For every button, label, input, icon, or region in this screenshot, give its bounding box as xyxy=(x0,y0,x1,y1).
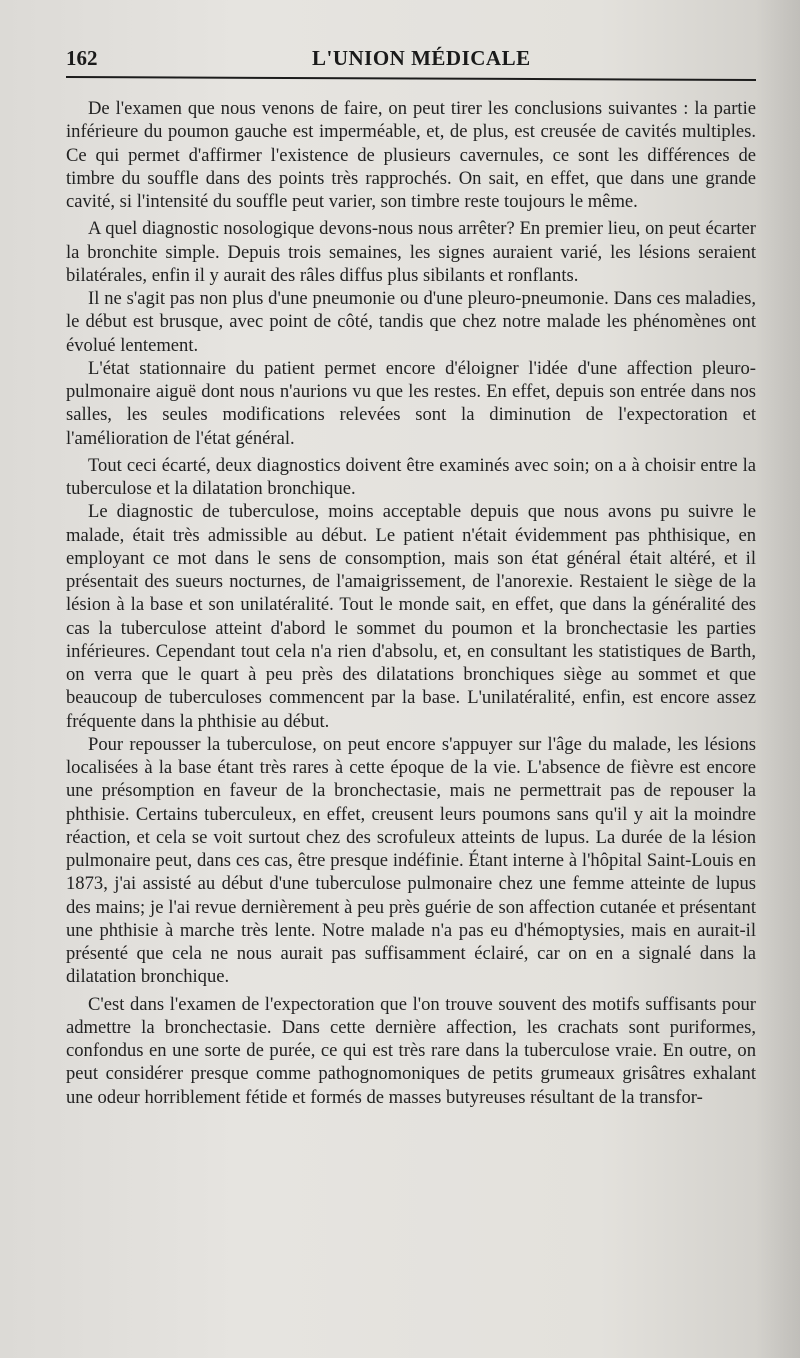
article-body xyxy=(66,97,756,1109)
paragraph-diagnostic-question: A quel diagnostic nosologique devons-nous nous arrêter? En premier lieu, on peut écarter la bronchite simple. Depuis trois semaines, les signes auraient varié, les lésions seraient bilatérales, enfin il y aurait des râles diffus plus sibilants et ronflants. xyxy=(66,218,756,286)
paragraph-rejecting-tuberculosis: Pour repousser la tuberculose, on peut encore s'appuyer sur l'âge du malade, les lésions localisées à la base étant très rares à cette époque de la vie. L'absence de fièvre est encore une présomption en faveur de la bronchectasie, mais ne permettrait pas de repouser la phthisie. Certains tuberculeux, en effet, creusent leurs poumons sans qu'il y ait la moindre réaction, et cela se voit surtout chez des scrofuleux atteints de lupus. La durée de la lésion pulmonaire peut, dans ces cas, être presque indéfinie. Étant interne à l'hôpital Saint-Louis en 1873, j'ai assisté au début d'une tuberculose pulmonaire chez une femme atteinte de lupus des mains; je l'ai revue dernièrement à peu près guérie de son affection cutanée et présentant une phthisie à marche très lente. Notre malade n'a pas eu d'hémoptysies, mais en aurait-il présenté que cela ne nous aurait pas suffisamment éclairé, car on en a signalé dans la dilatation bronchique. xyxy=(66,733,756,988)
paragraph-tuberculosis: Le diagnostic de tuberculose, moins acceptable depuis que nous avons pu suivre le malade, était très admissible au début. Le patient n'était évidemment pas phthisique, en employant ce mot dans le sens de consomption, mais son état général était altéré, et il présentait des sueurs nocturnes, de l'amaigrissement, de l'anorexie. Restaient le siège de la lésion à la base et son unilatéralité. Tout le monde sait, en effet, que dans la généralité des cas la tuberculose atteint d'abord le sommet du poumon et la bronchectasie les parties inférieures. Cependant tout cela n'a rien d'absolu, et, en consultant les statistiques de Barth, on verra que le quart à peu près des dilatations bronchiques siège au sommet et que beaucoup de tuberculoses commencent par la base. L'unilatéralité, enfin, est encore assez fréquente dans la phthisie au début. xyxy=(66,501,756,732)
paragraph-expectoration: C'est dans l'examen de l'expectoration que l'on trouve souvent des motifs suffisants pour admettre la bronchectasie. Dans cette dernière affection, les crachats sont puriformes, confondus en une sorte de purée, ce qui est très rare dans la tuberculose vraie. En outre, on peut considérer presque comme pathognomoniques de petits grumeaux grisâtres exhalant une odeur horriblement fétide et formés de masses butyreuses résultant de la transfor- xyxy=(66,993,756,1108)
page-header xyxy=(66,46,756,72)
header-rule xyxy=(66,76,756,81)
page-edge-shadow xyxy=(756,0,800,1358)
paragraph-two-diagnoses: Tout ceci écarté, deux diagnostics doivent être examinés avec soin; on a à choisir entre la tuberculose et la dilatation bronchique. xyxy=(66,454,756,499)
paragraph-conclusions: De l'examen que nous venons de faire, on peut tirer les conclusions suivantes : la partie inférieure du poumon gauche est imperméable, et, de plus, est creusée de cavités multiples. Ce qui permet d'affirmer l'existence de plusieurs cavernules, ce sont les différences de timbre du souffle dans des points très rapprochés. On sait, en effet, que dans une grande cavité, si l'intensité du souffle peut varier, son timbre reste toujours le même. xyxy=(66,98,756,212)
paragraph-pneumonia: Il ne s'agit pas non plus d'une pneumonie ou d'une pleuro-pneumonie. Dans ces maladies, le début est brusque, avec point de côté, tandis que chez notre malade les phénomènes ont évolué lentement. xyxy=(66,288,756,356)
running-title: L'UNION MÉDICALE xyxy=(312,46,531,70)
page-number: 162 xyxy=(66,46,98,70)
paragraph-stationary-state: L'état stationnaire du patient permet encore d'éloigner l'idée d'une affection pleuro-pulmonaire aiguë dont nous n'aurions vu que les restes. En effet, depuis son entrée dans nos salles, les seules modifications relevées sont la diminution de l'expectoration et l'amélioration de l'état général. xyxy=(66,357,756,449)
